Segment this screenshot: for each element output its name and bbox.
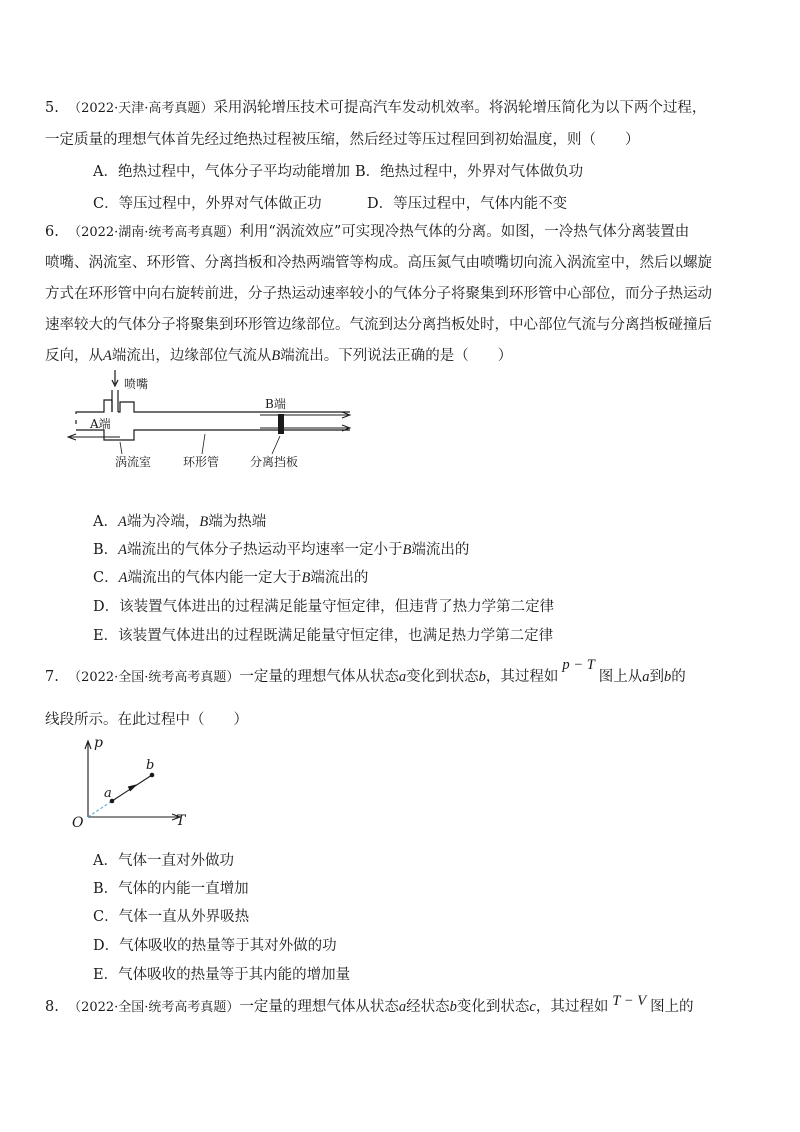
q5-number: 5.	[45, 100, 59, 116]
q7-s1c: 变化到状态	[406, 669, 479, 685]
label-b-end: B端	[265, 397, 286, 411]
q7-s1a: 一定量的理想气体从状态	[239, 669, 399, 685]
q7-option-b[interactable]	[93, 879, 249, 899]
q5-source: （2022·天津·高考真题）	[68, 101, 214, 116]
vortex-tube-diagram	[60, 362, 360, 472]
axis-t-label: T	[176, 813, 186, 829]
q7-s1h: 到	[649, 669, 665, 685]
q7-stem-2: 线段所示。在此过程中（ ）	[45, 712, 248, 728]
point-a-label: a	[104, 786, 112, 801]
q8-number: 8.	[45, 999, 59, 1015]
label-ring-tube: 环形管	[183, 455, 220, 469]
q6-oa-3: 端为冷端，	[126, 514, 200, 530]
q6-line1	[45, 222, 689, 243]
q7-option-a-text: A．气体一直对外做功	[93, 853, 234, 869]
q6-oa-5: 端为热端	[208, 514, 267, 530]
q6-option-a[interactable]	[93, 512, 266, 532]
q6-oc-4: B	[301, 570, 311, 586]
q6-number: 6.	[45, 224, 59, 240]
q6-option-d-text: D．该装置气体进出的过程满足能量守恒定律，但违背了热力学第二定律	[93, 599, 555, 615]
q7-s1e: ，其过程如	[485, 669, 559, 685]
q8-s1f: c	[529, 999, 536, 1015]
q6-stem-4: 速率较大的气体分子将聚集到环形管边缘部位。气流到达分离挡板处时，中心部位气流与分离挡板碰撞后	[45, 317, 712, 333]
q7-s1d: b	[478, 669, 486, 685]
q5-option-d[interactable]	[367, 194, 567, 214]
q5-option-a[interactable]	[93, 162, 350, 182]
q8-s1a: 一定量的理想气体从状态	[239, 999, 399, 1015]
q6-oc-3: 端流出的气体内能一定大于	[127, 570, 302, 586]
q5-option-c-text: C．等压过程中，外界对气体做正功	[93, 196, 322, 212]
q8-line1	[45, 993, 694, 1018]
q6-oc-2: A	[118, 570, 128, 586]
q6-ob-4: B	[402, 542, 412, 558]
q7-s1b: a	[398, 669, 407, 685]
q7-formula: p − T	[562, 657, 595, 673]
label-vortex-chamber: 涡流室	[115, 455, 152, 469]
q6-stem-5a: 反向，从	[45, 348, 103, 364]
q8-source: （2022·全国·统考高考真题）	[68, 1000, 240, 1015]
q6-stem-5b: A	[103, 348, 112, 364]
state-b-point	[150, 773, 155, 778]
q6-ob-1: B．	[93, 542, 119, 558]
axis-p-label: p	[94, 735, 103, 751]
q6-source: （2022·湖南·统考高考真题）	[68, 225, 240, 240]
q7-s1j: 的	[671, 669, 686, 685]
q5-stem-2: 一定质量的理想气体首先经过绝热过程被压缩，然后经过等压过程回到初始温度，则（ ）	[45, 132, 640, 148]
q5-line1	[45, 98, 706, 119]
q6-oc-1: C．	[93, 570, 119, 586]
q7-option-e-text: E．气体吸收的热量等于其内能的增加量	[93, 967, 351, 983]
q7-option-e[interactable]	[93, 965, 350, 985]
q8-s1g: ，其过程如	[535, 999, 609, 1015]
p-t-graph	[70, 735, 200, 830]
q7-line2	[45, 710, 248, 730]
q8-s1e: 变化到状态	[456, 999, 530, 1015]
q6-stem-5d: B	[271, 348, 281, 364]
q6-oa-4: B	[199, 514, 209, 530]
q8-s1c: 经状态	[406, 999, 450, 1015]
q5-option-d-text: D．等压过程中，气体内能不变	[367, 196, 568, 212]
q5-option-c[interactable]	[93, 194, 322, 214]
q6-line2	[45, 253, 712, 273]
q5-option-b[interactable]	[355, 162, 583, 182]
label-nozzle: 喷嘴	[124, 377, 149, 391]
q7-s1i: b	[664, 669, 672, 685]
q6-line3	[45, 284, 712, 304]
q6-ob-2: A	[118, 542, 128, 558]
q7-option-d[interactable]	[93, 936, 337, 956]
q5-option-b-text: B．绝热过程中，外界对气体做负功	[355, 164, 584, 180]
q6-option-d[interactable]	[93, 597, 554, 617]
point-b-label: b	[146, 758, 155, 773]
q6-oc-5: 端流出的	[310, 570, 369, 586]
q6-option-e[interactable]	[93, 626, 553, 646]
q6-line4	[45, 315, 712, 335]
q6-stem-3: 方式在环形管中向右旋转前进，分子热运动速率较小的气体分子将聚集到环形管中心部位，而分子热运动	[45, 286, 712, 302]
q5-stem-1: 采用涡轮增压技术可提高汽车发动机效率。将涡轮增压简化为以下两个过程，	[213, 100, 707, 116]
q6-stem-2: 喷嘴、涡流室、环形管、分离挡板和冷热两端管等构成。高压氮气由喷嘴切向流入涡流室中，然后以螺旋	[45, 255, 712, 271]
q7-option-b-text: B．气体的内能一直增加	[93, 881, 249, 897]
q5-line2	[45, 130, 640, 150]
q6-oa-1: A．	[93, 514, 118, 530]
q6-oa-2: A	[117, 514, 127, 530]
q5-option-a-text: A．绝热过程中，气体分子平均动能增加	[93, 164, 350, 180]
q7-source: （2022·全国·统考高考真题）	[68, 670, 240, 685]
q7-s1g: a	[642, 669, 650, 685]
q8-s1d: b	[449, 999, 457, 1015]
q6-stem-5c: 端流出，边缘部位气流从	[111, 348, 272, 364]
q6-ob-5: 端流出的	[411, 542, 470, 558]
label-baffle: 分离挡板	[250, 455, 299, 469]
q6-option-e-text: E．该装置气体进出的过程既满足能量守恒定律，也满足热力学第二定律	[93, 628, 554, 644]
q7-s1f: 图上从	[598, 669, 643, 685]
q7-option-c-text: C．气体一直从外界吸热	[93, 909, 250, 925]
q6-stem-1: 利用“涡流效应”可实现冷热气体的分离。如图，一冷热气体分离装置由	[239, 224, 690, 240]
label-a-end: A端	[90, 417, 111, 431]
q6-option-c[interactable]	[93, 568, 368, 588]
q6-ob-3: 端流出的气体分子热运动平均速率一定小于	[127, 542, 403, 558]
q7-option-a[interactable]	[93, 851, 234, 871]
q7-option-d-text: D．气体吸收的热量等于其对外做的功	[93, 938, 337, 954]
origin-label: O	[72, 815, 84, 830]
q8-s1b: a	[398, 999, 407, 1015]
baffle-mark	[278, 414, 284, 434]
q6-option-b[interactable]	[93, 540, 469, 560]
q6-stem-5e: 端流出。下列说法正确的是（ ）	[280, 348, 513, 364]
q7-line1	[45, 657, 686, 688]
q7-number: 7.	[45, 669, 59, 685]
q8-s1h: 图上的	[650, 999, 694, 1015]
q7-option-c[interactable]	[93, 907, 249, 927]
q8-formula: T − V	[612, 993, 647, 1009]
